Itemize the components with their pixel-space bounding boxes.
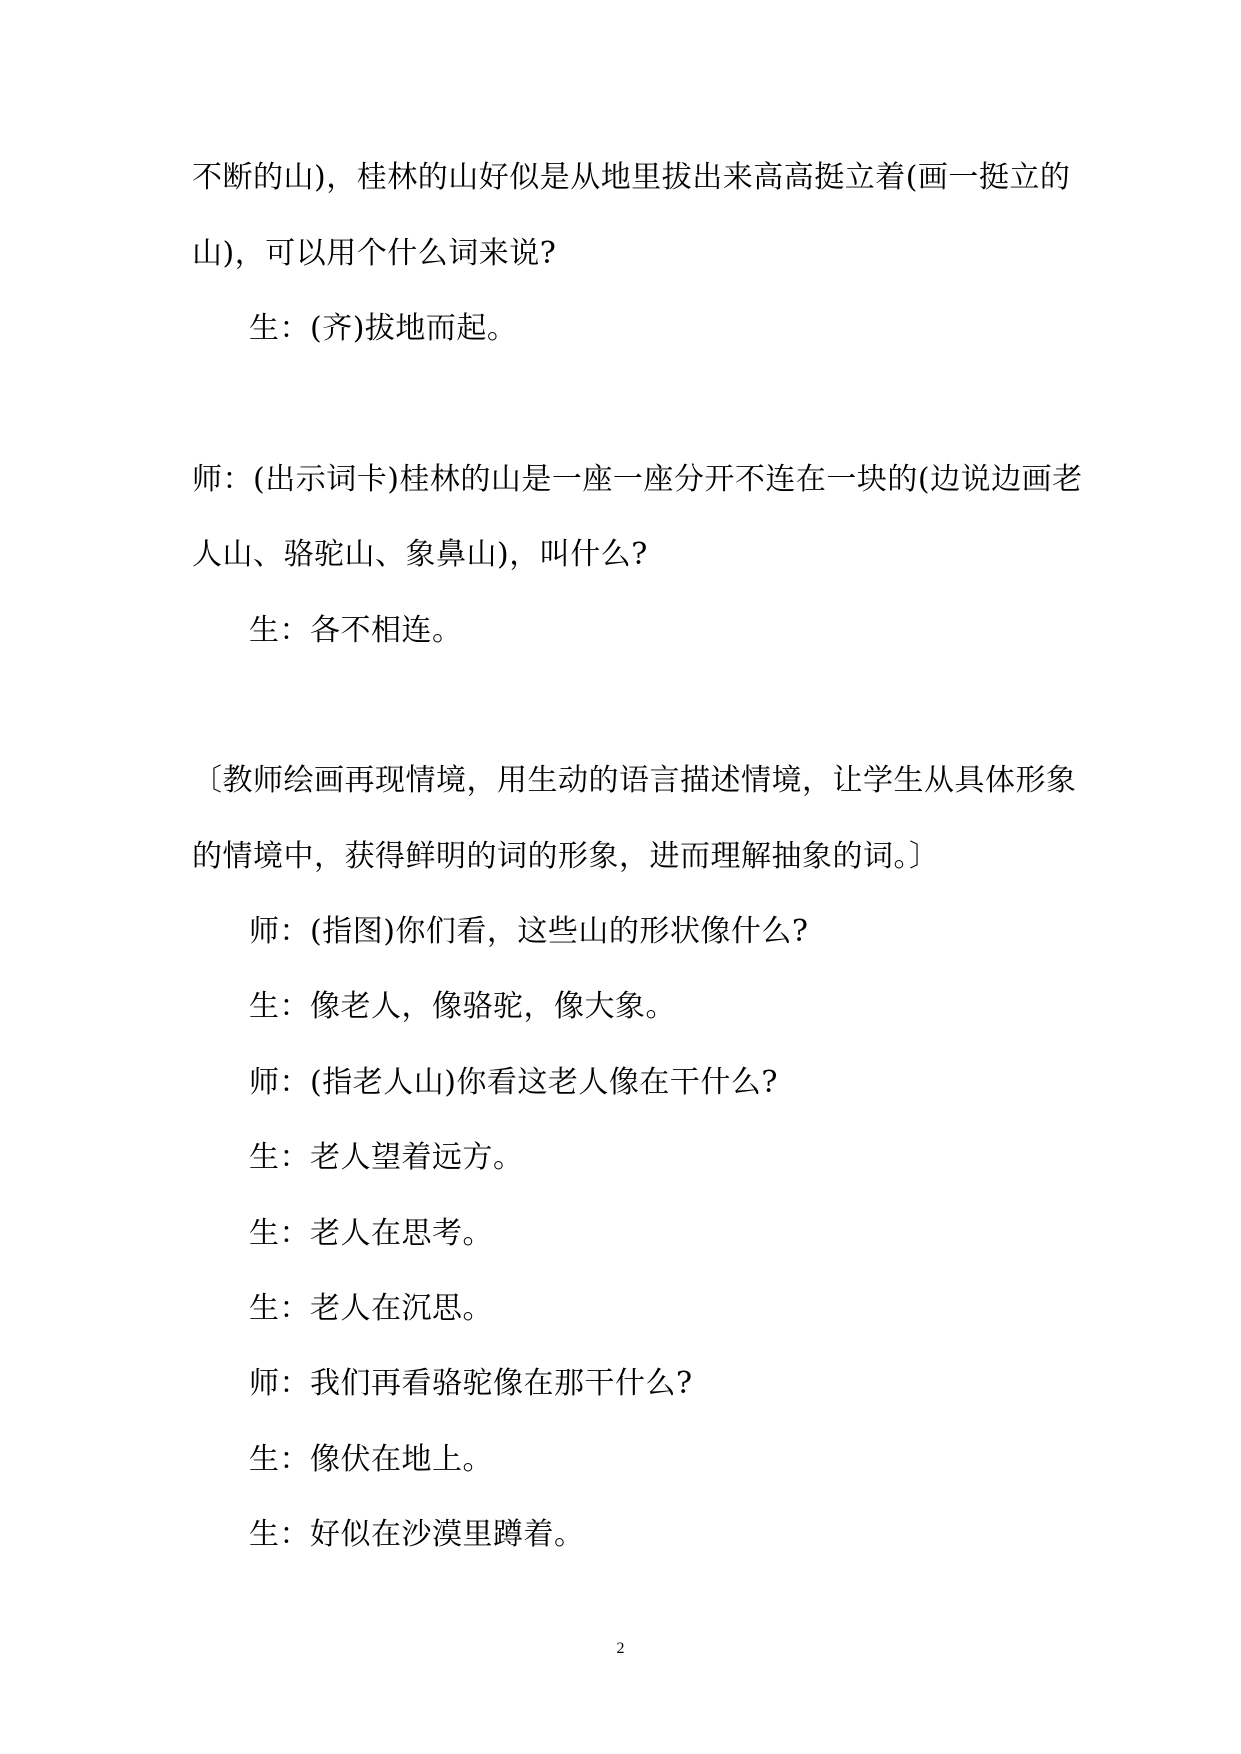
text-line-14: 生：老人在沉思。 [249, 1291, 493, 1326]
text-line-7: 〔教师绘画再现情境，用生动的语言描述情境，让学生从具体形象 [192, 763, 1077, 798]
text-line-1: 不断的山)，桂林的山好似是从地里拔出来高高挺立着(画一挺立的 [192, 160, 1071, 195]
text-line-6: 生：各不相连。 [249, 613, 463, 648]
text-line-2: 山)，可以用个什么词来说? [192, 236, 557, 271]
text-line-13: 生：老人在思考。 [249, 1216, 493, 1251]
text-line-17: 生：好似在沙漠里蹲着。 [249, 1517, 585, 1552]
text-line-10: 生：像老人，像骆驼，像大象。 [249, 989, 676, 1024]
text-line-3: 生：(齐)拔地而起。 [249, 311, 518, 346]
text-line-12: 生：老人望着远方。 [249, 1140, 524, 1175]
text-line-4: 师：(出示词卡)桂林的山是一座一座分开不连在一块的(边说边画老 [192, 462, 1083, 497]
text-line-15: 师：我们再看骆驼像在那干什么? [249, 1366, 693, 1401]
text-line-8: 的情境中，获得鲜明的词的形象，进而理解抽象的词。〕 [192, 839, 940, 874]
text-line-9: 师：(指图)你们看，这些山的形状像什么? [249, 914, 809, 949]
text-line-16: 生：像伏在地上。 [249, 1442, 493, 1477]
text-line-5: 人山、骆驼山、象鼻山)，叫什么? [192, 537, 648, 572]
page-number: 2 [616, 1640, 625, 1657]
text-line-11: 师：(指老人山)你看这老人像在干什么? [249, 1065, 778, 1100]
